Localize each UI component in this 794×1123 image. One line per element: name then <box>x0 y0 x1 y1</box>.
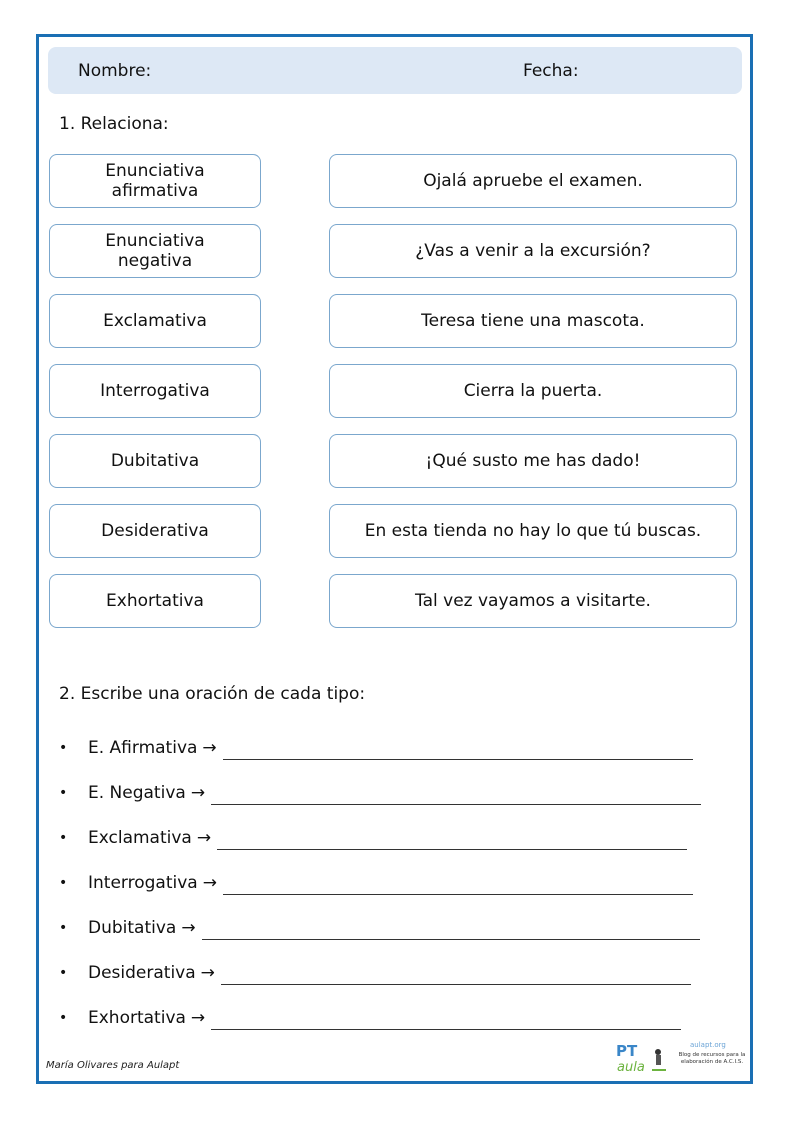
date-label: Fecha: <box>523 61 579 81</box>
write-item <box>59 916 700 940</box>
bullet-icon: • <box>59 920 68 936</box>
bullet-icon: • <box>59 1010 68 1026</box>
arrow-icon: → <box>200 963 215 983</box>
sentence-box[interactable] <box>329 504 737 558</box>
arrow-icon: → <box>190 783 206 803</box>
write-item-label: E. Negativa <box>88 783 186 803</box>
sentence-text: Tal vez vayamos a visitarte. <box>415 591 651 611</box>
sentence-box[interactable] <box>329 224 737 278</box>
sentence-box[interactable] <box>329 154 737 208</box>
type-box[interactable] <box>49 504 261 558</box>
type-box[interactable] <box>49 154 261 208</box>
bullet-icon: • <box>59 830 68 846</box>
answer-blank[interactable] <box>211 1011 681 1030</box>
sentence-box[interactable] <box>329 364 737 418</box>
write-item-label: Desiderativa <box>88 963 196 983</box>
write-item-label: Exclamativa <box>88 828 192 848</box>
write-item-label: E. Afirmativa <box>88 738 198 758</box>
sentence-text: ¡Qué susto me has dado! <box>425 451 641 471</box>
sentence-text: Ojalá apruebe el examen. <box>423 171 643 191</box>
answer-blank[interactable] <box>217 831 687 850</box>
exercise-1-title: 1. Relaciona: <box>59 114 169 134</box>
author-credit: María Olivares para Aulapt <box>46 1060 180 1071</box>
sentence-text: ¿Vas a venir a la excursión? <box>415 241 651 261</box>
write-item <box>59 826 687 850</box>
bullet-icon: • <box>59 785 68 801</box>
arrow-icon: → <box>190 1008 206 1028</box>
type-label: Exclamativa <box>103 311 207 331</box>
logo-text-top: PT <box>616 1042 638 1060</box>
bullet-icon: • <box>59 740 68 756</box>
answer-blank[interactable] <box>223 741 693 760</box>
type-box[interactable] <box>49 574 261 628</box>
write-item-label: Interrogativa <box>88 873 198 893</box>
sentence-text: Cierra la puerta. <box>463 381 603 401</box>
logo-description: Blog de recursos para la elaboración de A.C.I.S. <box>678 1052 746 1065</box>
answer-blank[interactable] <box>223 876 693 895</box>
write-item-label: Dubitativa <box>88 918 177 938</box>
write-item-label: Exhortativa <box>88 1008 186 1028</box>
logo-text-bottom: aula <box>617 1060 645 1075</box>
answer-blank[interactable] <box>211 786 701 805</box>
type-box[interactable] <box>49 364 261 418</box>
arrow-icon: → <box>196 828 212 848</box>
sentence-box[interactable] <box>329 574 737 628</box>
type-box[interactable] <box>49 294 261 348</box>
bullet-icon: • <box>59 965 68 981</box>
sentence-box[interactable] <box>329 294 737 348</box>
type-label: Desiderativa <box>101 521 209 541</box>
type-label: Interrogativa <box>100 381 210 401</box>
logo-site: aulapt.org <box>690 1041 726 1049</box>
arrow-icon: → <box>202 738 217 758</box>
aulapt-logo <box>614 1040 668 1076</box>
arrow-icon: → <box>181 918 196 938</box>
write-item <box>59 961 691 985</box>
type-box[interactable] <box>49 224 261 278</box>
type-label: Exhortativa <box>106 591 204 611</box>
write-item <box>59 781 701 805</box>
type-label: Enunciativa afirmativa <box>105 161 205 201</box>
bullet-icon: • <box>59 875 68 891</box>
header-bar <box>48 47 742 94</box>
sentence-text: En esta tienda no hay lo que tú buscas. <box>364 521 702 541</box>
write-item <box>59 871 693 895</box>
write-item <box>59 1006 681 1030</box>
exercise-2-title: 2. Escribe una oración de cada tipo: <box>59 684 366 704</box>
arrow-icon: → <box>202 873 217 893</box>
name-label: Nombre: <box>78 61 152 81</box>
type-label: Enunciativa negativa <box>105 231 205 271</box>
answer-blank[interactable] <box>202 921 700 940</box>
type-box[interactable] <box>49 434 261 488</box>
answer-blank[interactable] <box>221 966 691 985</box>
sentence-text: Teresa tiene una mascota. <box>421 311 645 331</box>
type-label: Dubitativa <box>110 451 200 471</box>
write-item <box>59 736 693 760</box>
sentence-box[interactable] <box>329 434 737 488</box>
